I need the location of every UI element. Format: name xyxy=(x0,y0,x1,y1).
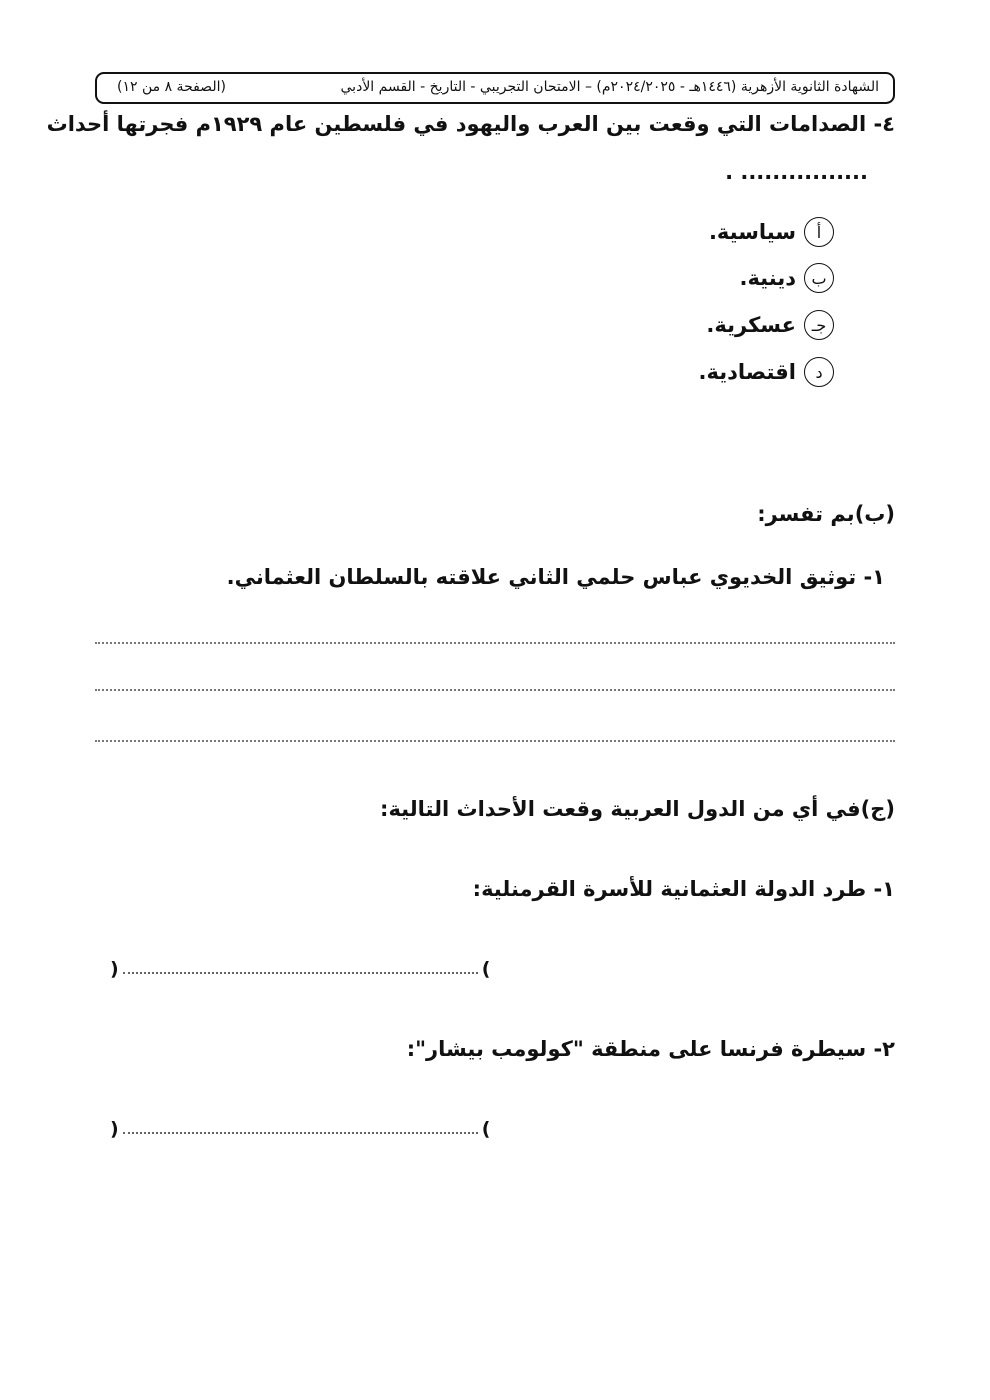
option-c[interactable] xyxy=(706,310,834,340)
answer-line[interactable] xyxy=(95,689,895,691)
option-letter-circle: أ xyxy=(804,217,834,247)
option-b[interactable] xyxy=(739,263,834,293)
option-letter-circle: ب xyxy=(804,263,834,293)
answer-dots[interactable] xyxy=(123,1132,478,1134)
answer-field-2[interactable] xyxy=(110,1118,490,1140)
section-b-heading: (ب)بم تفسر: xyxy=(757,502,895,526)
answer-line[interactable] xyxy=(95,642,895,644)
answer-field-1[interactable] xyxy=(110,958,490,980)
section-c-question-2: ٢- سيطرة فرنسا على منطقة "كولومب بيشار": xyxy=(406,1037,895,1061)
option-label: دينية. xyxy=(739,266,796,290)
question-4-blank: ................ . xyxy=(725,160,868,184)
answer-dots[interactable] xyxy=(123,972,478,974)
option-letter-circle: جـ xyxy=(804,310,834,340)
option-letter-circle: د xyxy=(804,357,834,387)
page-header xyxy=(95,72,895,104)
section-b-question-1: ١- توثيق الخديوي عباس حلمي الثاني علاقته بالسلطان العثماني. xyxy=(226,565,885,589)
option-label: عسكرية. xyxy=(706,313,796,337)
close-paren: ) xyxy=(110,1118,119,1140)
answer-line[interactable] xyxy=(95,740,895,742)
option-label: اقتصادية. xyxy=(698,360,796,384)
exam-title: الشهادة الثانوية الأزهرية (١٤٤٦هـ - ٢٠٢٤/٢٠٢٥م) – الامتحان التجريبي - التاريخ - القسم الأدبي xyxy=(340,79,879,95)
option-a[interactable] xyxy=(709,217,834,247)
section-c-question-1: ١- طرد الدولة العثمانية للأسرة القرمنلية: xyxy=(472,877,895,901)
option-label: سياسية. xyxy=(708,220,796,244)
section-c-heading: (ج)في أي من الدول العربية وقعت الأحداث التالية: xyxy=(380,797,895,821)
option-d[interactable] xyxy=(699,357,834,387)
open-paren: ( xyxy=(481,958,491,980)
close-paren: ) xyxy=(110,958,119,980)
open-paren: ( xyxy=(481,1118,491,1140)
page-number: (الصفحة ٨ من ١٢) xyxy=(117,79,226,95)
question-4-text: ٤- الصدامات التي وقعت بين العرب واليهود في فلسطين عام ١٩٢٩م فجرتها أحداث xyxy=(46,112,895,136)
